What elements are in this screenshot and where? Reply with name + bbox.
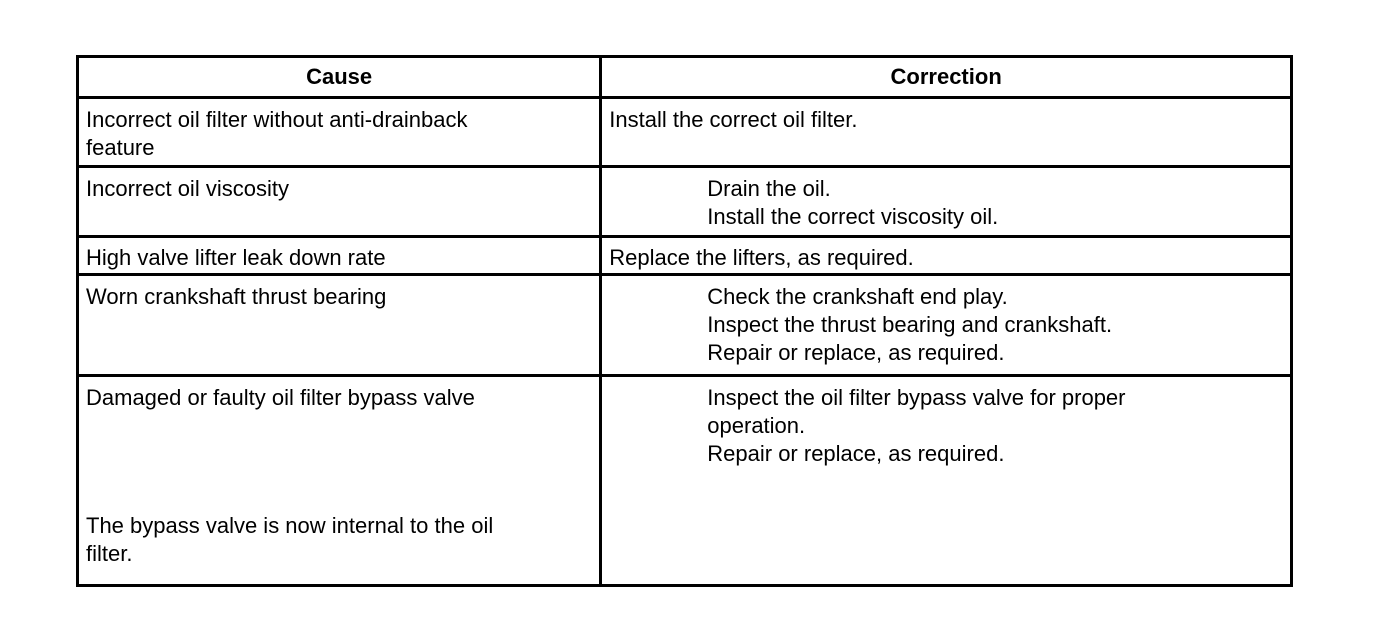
cause-cell xyxy=(78,275,601,376)
cause-text: Damaged or faulty oil filter bypass valve xyxy=(86,385,475,411)
correction-step: Drain the oil. xyxy=(707,176,831,202)
correction-step: Inspect the thrust bearing and crankshaft. xyxy=(707,312,1113,338)
correction-cell xyxy=(601,98,1292,167)
table-row xyxy=(78,98,1292,167)
correction-step: Inspect the oil filter bypass valve for proper xyxy=(707,385,1126,411)
cause-correction-table xyxy=(76,55,1293,587)
spacer xyxy=(86,412,599,462)
correction-step: Repair or replace, as required. xyxy=(707,441,1005,467)
cause-text: Worn crankshaft thrust bearing xyxy=(86,284,387,310)
table-header-row xyxy=(78,57,1292,98)
table-row xyxy=(78,236,1292,275)
cause-text: Incorrect oil viscosity xyxy=(86,176,289,202)
cause-note: The bypass valve is now internal to the oil xyxy=(86,513,494,539)
cause-cell xyxy=(78,376,601,586)
cause-text: feature xyxy=(86,135,155,160)
correction-step: Install the correct viscosity oil. xyxy=(707,204,999,230)
correction-cell xyxy=(601,236,1292,275)
correction-text: Replace the lifters, as required. xyxy=(609,244,914,270)
correction-text: Install the correct oil filter. xyxy=(609,107,858,132)
correction-step: Check the crankshaft end play. xyxy=(707,284,1008,310)
table-row xyxy=(78,275,1292,376)
correction-cell xyxy=(601,275,1292,376)
cause-note: filter. xyxy=(86,541,133,567)
correction-step: operation. xyxy=(707,413,806,439)
cause-text: High valve lifter leak down rate xyxy=(86,244,386,270)
correction-cell xyxy=(601,167,1292,236)
header-correction: Correction xyxy=(601,57,1292,98)
correction-step: Repair or replace, as required. xyxy=(707,340,1005,366)
table-row xyxy=(78,376,1292,586)
cause-text: Incorrect oil filter without anti-drainback xyxy=(86,107,468,132)
spacer xyxy=(86,462,599,512)
correction-cell xyxy=(601,376,1292,586)
cause-cell xyxy=(78,167,601,236)
header-cause: Cause xyxy=(78,57,601,98)
cause-cell xyxy=(78,98,601,167)
table-row xyxy=(78,167,1292,236)
cause-cell xyxy=(78,236,601,275)
